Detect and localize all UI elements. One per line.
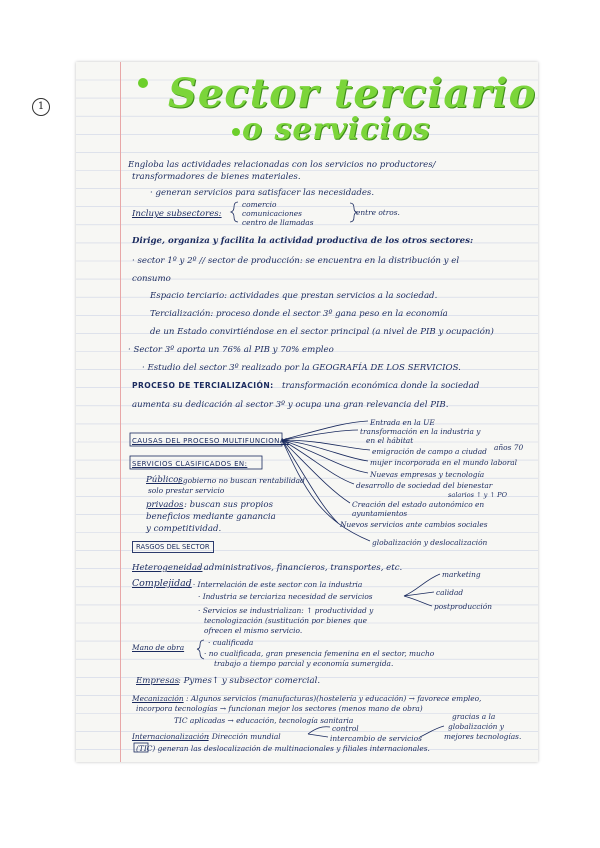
internacionalizacion-text: : Dirección mundial — [207, 732, 281, 741]
mano-obra-item: · cualificada — [208, 638, 254, 647]
espacio-terciario: Espacio terciario: actividades que prestan servicios a la sociedad. — [150, 291, 438, 301]
internacionalizacion-branch: control — [332, 724, 359, 733]
cause-item: desarrollo de sociedad del bienestar — [356, 481, 493, 490]
privados-label: privados — [146, 500, 184, 510]
internacionalizacion-note: mejores tecnologías. — [444, 732, 522, 741]
subsector-extra: entre otros. — [356, 208, 400, 217]
cause-item: Creación del estado autonómico en — [352, 500, 485, 509]
internacionalizacion-note: gracias a la — [452, 712, 496, 721]
mecanizacion-text-2: incorpora tecnologías → funcionan mejor los sectores (menos mano de obra) — [136, 704, 423, 713]
cause-note: años 70 — [494, 443, 524, 452]
complejidad-label: Complejidad — [132, 578, 192, 589]
page-number: 1 — [32, 98, 50, 116]
intro-line-3: · generan servicios para satisfacer las necesidades. — [150, 188, 375, 198]
dirige-line-3: consumo — [132, 274, 171, 284]
title-bullet-dot — [138, 78, 148, 88]
complejidad-item: · Servicios se industrializan: ↑ productividad y — [198, 606, 374, 615]
rasgos-heading: RASGOS DEL SECTOR — [132, 541, 214, 553]
complejidad-branch: calidad — [436, 588, 464, 597]
margin-line — [120, 62, 121, 762]
publicos-label: Públicos — [146, 475, 183, 485]
cause-item: transformación en la industria y — [360, 427, 481, 436]
clasificados-heading: SERVICIOS CLASIFICADOS EN: — [132, 460, 248, 468]
subsector-item: centro de llamadas — [242, 218, 314, 227]
complejidad-branch: marketing — [442, 570, 481, 579]
internacionalizacion-note: globalización y — [448, 722, 504, 731]
intro-line-1: Engloba las actividades relacionadas con los servicios no productores/ — [128, 160, 436, 170]
internacionalizacion-text-2: (TIC) generan las deslocalización de multinacionales y filiales internacionales. — [136, 744, 430, 753]
mano-obra-item: trabajo a tiempo parcial y economía sumergida. — [214, 659, 394, 668]
estudio-line: · Estudio del sector 3º realizado por la GEOGRAFÍA DE LOS SERVICIOS. — [142, 363, 461, 373]
complejidad-item: ofrecen el mismo servicio. — [204, 626, 303, 635]
cause-item: mujer incorporada en el mundo laboral — [370, 458, 518, 467]
dirige-line-2: · sector 1º y 2º // sector de producción: se encuentra en la distribución y el — [132, 256, 460, 266]
subsectors-label: Incluye subsectores: — [132, 209, 222, 219]
proceso-def: transformación económica donde la sociedad — [282, 381, 480, 391]
cause-item: Nuevas empresas y tecnología — [370, 470, 485, 479]
publicos-text: : gobierno no buscan rentabilidad — [178, 476, 305, 485]
page-title: Sector terciario — [168, 70, 537, 117]
internacionalizacion-label: Internacionalización — [132, 732, 209, 741]
mano-obra-label: Mano de obra — [132, 643, 185, 652]
empresas-text: : Pymes↑ y subsector comercial. — [178, 676, 321, 686]
cause-item: en el hábitat — [366, 436, 414, 445]
page-subtitle: o servicios — [242, 112, 431, 147]
cause-item: globalización y deslocalización — [372, 538, 488, 547]
mecanizacion-text: : Algunos servicios (manufacturas)(hostelería y educación) → favorece empleo, — [186, 694, 482, 703]
complejidad-branch: postproducción — [434, 602, 492, 611]
cause-item: Entrada en la UE — [370, 418, 435, 427]
proceso-def-2: aumenta su dedicación al sector 3º y ocupa una gran relevancia del PIB. — [132, 400, 449, 410]
cause-item: ayuntamientos — [352, 509, 408, 518]
tercializacion-def-2: de un Estado convirtiéndose en el sector principal (a nivel de PIB y ocupación) — [150, 327, 494, 337]
cause-item: Nuevos servicios ante cambios sociales — [340, 520, 488, 529]
cause-item: emigración de campo a ciudad — [372, 447, 487, 456]
proceso-label: PROCESO DE TERCIALIZACIÓN: — [132, 381, 274, 390]
heterogeneidad-label: Heterogeneidad — [132, 563, 203, 573]
empresas-label: Empresas — [136, 676, 180, 686]
internacionalizacion-branch: intercambio de servicios — [330, 734, 422, 743]
mecanizacion-text-3: TIC aplicadas → educación, tecnología sanitaria — [174, 716, 354, 725]
dirige-line: Dirige, organiza y facilita la actividad productiva de los otros sectores: — [132, 236, 474, 246]
complejidad-item: : · Interrelación de este sector con la industria — [188, 580, 363, 589]
cause-note: salarios ↑ y ↑ PO — [448, 491, 507, 499]
mecanizacion-label: Mecanización — [132, 694, 184, 703]
complejidad-item: · Industria se terciariza necesidad de servicios — [198, 592, 373, 601]
subtitle-bullet-dot — [232, 128, 240, 136]
privados-text-3: y competitividad. — [146, 524, 222, 534]
privados-text-2: beneficios mediante ganancia — [146, 512, 276, 522]
pib-fact: · Sector 3º aporta un 76% al PIB y 70% empleo — [128, 345, 334, 355]
subsector-item: comercio — [242, 200, 277, 209]
publicos-text-2: solo prestar servicio — [148, 486, 225, 495]
intro-line-2: transformadores de bienes materiales. — [132, 172, 301, 182]
causas-heading: CAUSAS DEL PROCESO MULTIFUNCIONAL — [132, 437, 290, 445]
subsector-item: comunicaciones — [242, 209, 302, 218]
complejidad-item: tecnologización (sustitución por bienes que — [204, 616, 367, 625]
heterogeneidad-text: : administrativos, financieros, transportes, etc. — [198, 563, 403, 573]
mano-obra-item: · no cualificada, gran presencia femenina en el sector, mucho — [204, 649, 435, 658]
privados-text: : buscan sus propios — [184, 500, 273, 510]
tercializacion-def: Tercialización: proceso donde el sector 3º gana peso en la economía — [150, 309, 448, 319]
